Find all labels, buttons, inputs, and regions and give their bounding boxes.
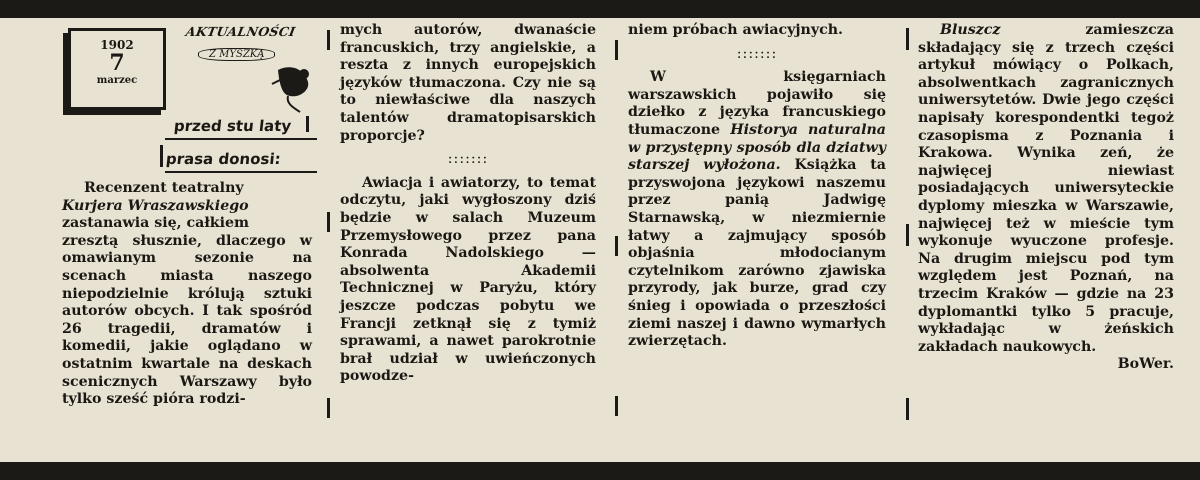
column-rule bbox=[327, 398, 330, 418]
separator: ::::::: bbox=[447, 151, 489, 168]
col1-source-title: Kurjera Wraszawskiego bbox=[62, 197, 249, 214]
col1-line-1: Recenzent teatralny bbox=[84, 180, 244, 196]
separator: ::::::: bbox=[736, 45, 778, 62]
column-3 bbox=[628, 22, 886, 351]
column-rule bbox=[327, 212, 330, 232]
kicker-rule bbox=[165, 138, 317, 140]
col4-text: zamieszcza składający się z trzech części artykuł mówiący o Polkach, absolwentkach zagranicznych uniwersytetów. Dwie jego części napisały korespondentki tegoż czasopisma z Poznania i Krakowa. Wynika zeń, że najwięcej niewiast posiadających uniwersyteckie dyplomy mieszka w Warszawie, najwięcej też w mieście tym wykonuje wyuczone profesje. Na drugim miejscu pod tym względem jest Poznań, na trzecim Kraków — gdzie na 23 dyplomantki tylko 5 pracuje, wykładając w żeńskich zakładach naukowych. bbox=[918, 22, 1174, 355]
col3-paragraph-1: niem próbach awiacyjnych. bbox=[628, 22, 844, 38]
kicker-line-1: przed stu laty bbox=[173, 117, 293, 135]
col2-paragraph-1: mych autorów, dwanaście francuskich, trzy angielskie, a reszta z innych europejskich języków tłumaczona. Czy nie są to niewłaściwe dla naszych talentów dramatopisarskich proporcje? bbox=[340, 22, 596, 144]
column-rule bbox=[615, 236, 618, 256]
column-1 bbox=[62, 180, 312, 409]
top-rule bbox=[0, 0, 1200, 18]
column-4 bbox=[918, 22, 1174, 374]
column-logo-subtitle: Z MYSZKĄ bbox=[198, 48, 275, 61]
date-year: 1902 bbox=[100, 38, 134, 52]
col3-book-title: Historya naturalna w przystępny sposób dla dziatwy starszej wyłożona. bbox=[628, 121, 886, 174]
col3-paragraph-2 bbox=[628, 69, 886, 351]
column-rule bbox=[906, 224, 909, 246]
mouse-icon bbox=[270, 60, 320, 114]
kicker-rule bbox=[165, 171, 317, 173]
col4-magazine-title: Bluszcz bbox=[940, 22, 1001, 38]
kicker-line-2: prasa donosi: bbox=[165, 150, 282, 168]
author-signature: BoWer. bbox=[1117, 356, 1174, 373]
bottom-rule bbox=[0, 462, 1200, 480]
column-rule bbox=[906, 398, 909, 420]
col1-line-3: zastanawia się, całkiem bbox=[62, 215, 250, 232]
column-logo-title: AKTUALNOŚCI bbox=[184, 24, 297, 39]
kicker-mark bbox=[160, 145, 163, 167]
column-rule bbox=[615, 396, 618, 416]
kicker-mark bbox=[306, 116, 309, 132]
column-2 bbox=[340, 22, 596, 386]
date-month: marzec bbox=[96, 75, 138, 86]
column-logo bbox=[186, 24, 316, 98]
col1-body: zresztą słusznie, dlaczego w omawianym sezonie na scenach miasta naszego niepodzielnie królują sztuki autorów obcych. I tak spośród 26 tragedii, dramatów i komedii, jakie oglądano w ostatnim kwartale na deskach scenicznych Warszawy było tylko sześć pióra rodzi- bbox=[62, 232, 312, 408]
col3-text-start: W księgarniach warszawskich pojawiło się dziełko z języka francuskiego tłumaczone bbox=[628, 69, 886, 138]
column-rule bbox=[615, 40, 618, 60]
col3-text-end: Książka ta przyswojona językowi naszemu przez panią Jadwigę Starnawską, w niezmiernie łatwy a zajmujący sposób objaśnia młodocianym czytelnikom zarówno zjawiska przyrody, jak burze, grad czy śnieg i opowiada o przeszłości ziemi naszej i dawno wymarłych zwierzętach. bbox=[628, 157, 886, 350]
date-box bbox=[68, 28, 166, 110]
col2-paragraph-2: Awiacja i awiatorzy, to temat odczytu, jaki wygłoszony dziś będzie w salach Muzeum Przemysłowego przez pana Konrada Nadolskiego — absolwenta Akademii Technicznej w Paryżu, który jeszcze podczas pobytu we Francji zetknął się z tymiż sprawami, a nawet parokrotnie brał udział w uwieńczonych powodze- bbox=[340, 174, 596, 385]
column-rule bbox=[906, 28, 909, 50]
date-day: 7 bbox=[109, 50, 125, 76]
col4-paragraph bbox=[918, 22, 1174, 356]
column-rule bbox=[327, 30, 330, 50]
